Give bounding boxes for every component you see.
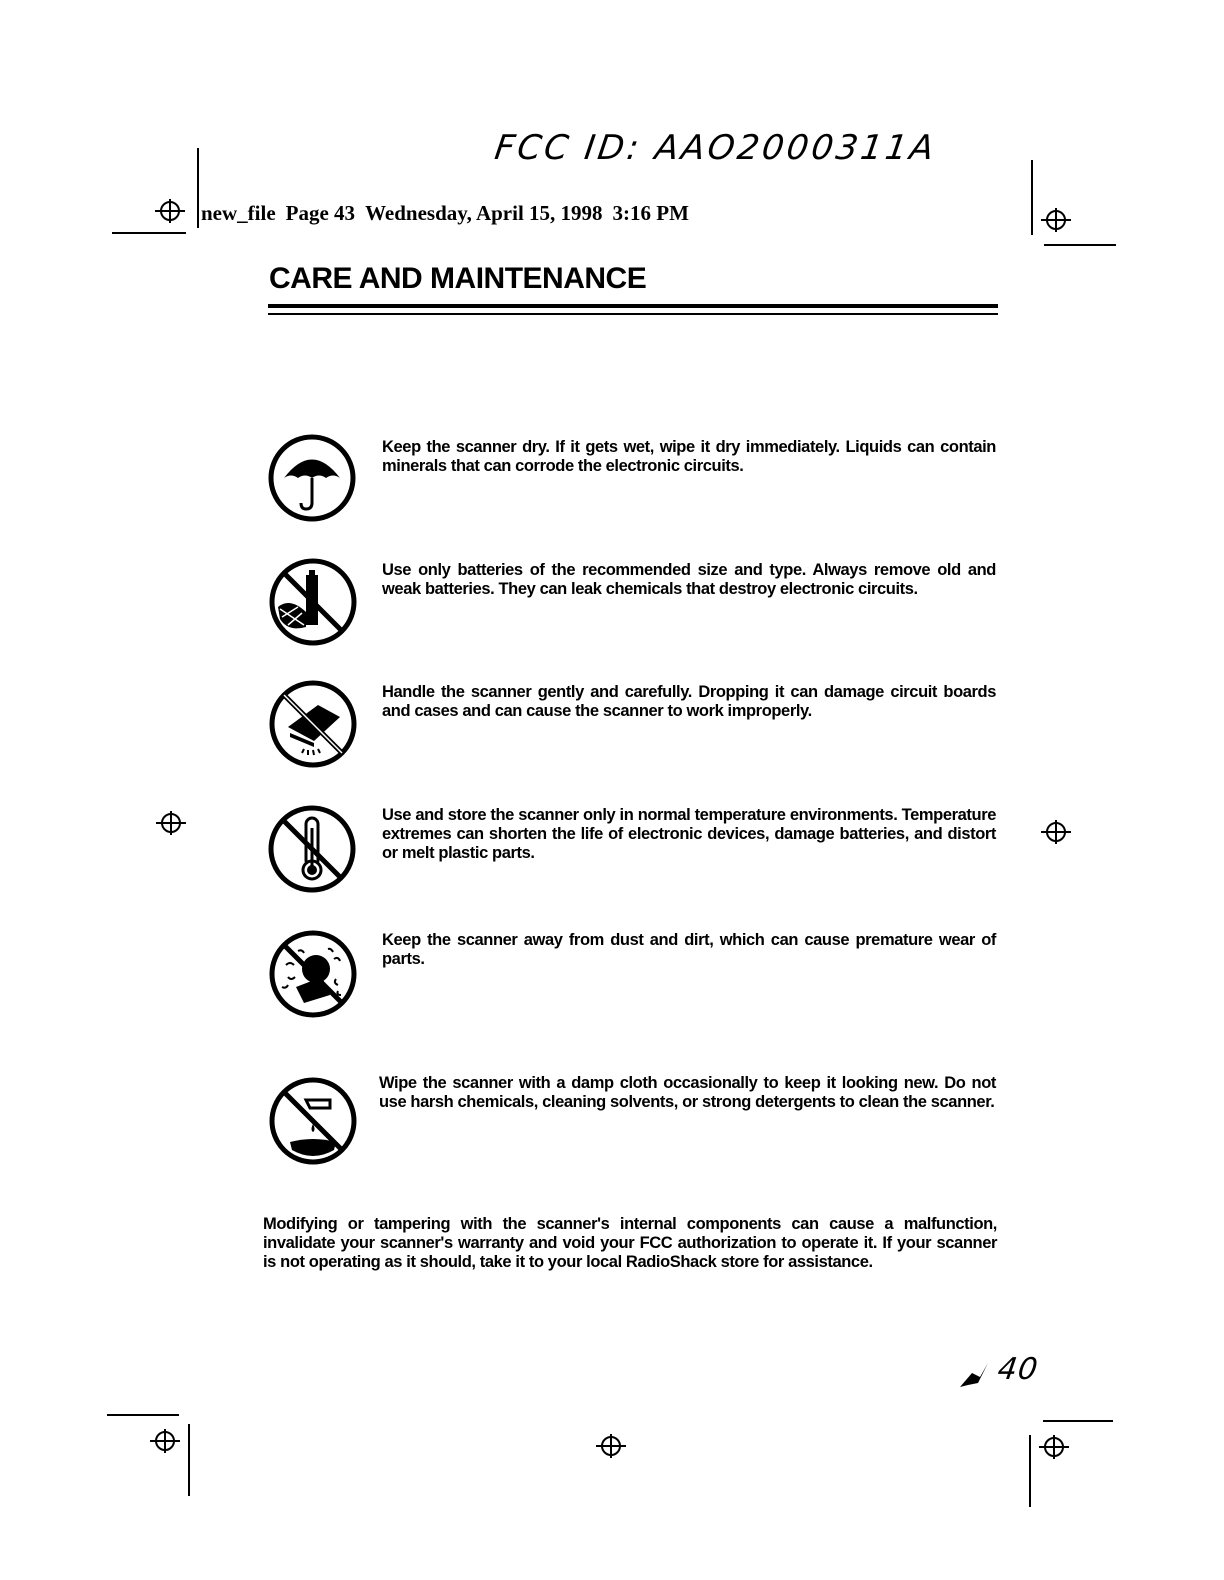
care-item-text: Use only batteries of the recommended size and type. Always remove old and weak batteries. They can leak chemicals that destroy electronic circuits. — [382, 561, 996, 598]
care-item-text: Use and store the scanner only in normal temperature environments. Temperature extremes can shorten the life of electronic devices, damage batteries, and distort or melt plastic parts. — [382, 806, 996, 862]
crop-mark — [112, 232, 186, 234]
registration-mark-icon — [154, 808, 188, 838]
no-dust-icon — [268, 929, 358, 1019]
page-header — [201, 201, 699, 226]
no-chemicals-icon — [268, 1076, 358, 1166]
crop-mark — [188, 1424, 190, 1496]
crop-mark — [1043, 1420, 1113, 1422]
no-battery-leak-icon — [268, 557, 358, 647]
registration-mark-icon — [153, 196, 187, 226]
handwritten-fcc-id: FCC ID: AAO2000311A — [492, 128, 940, 168]
no-drop-icon — [268, 679, 358, 769]
crop-mark — [107, 1414, 179, 1416]
crop-mark — [1044, 244, 1116, 246]
registration-mark-icon — [1037, 1432, 1071, 1462]
umbrella-icon — [267, 433, 357, 523]
care-item-text: Keep the scanner dry. If it gets wet, wipe it dry immediately. Liquids can contain minerals that can corrode the electronic circuits. — [382, 438, 996, 475]
header-filename: new_file — [201, 201, 276, 225]
warranty-note: Modifying or tampering with the scanner's internal components can cause a malfunction, invalidate your scanner's warranty and void your FCC authorization to operate it. If your scanner is not operating as it should, take it to your local RadioShack store for assistance. — [263, 1215, 997, 1271]
care-item-text: Handle the scanner gently and carefully. Dropping it can damage circuit boards and cases and can cause the scanner to work improperly. — [382, 683, 996, 720]
header-page: Page 43 — [285, 201, 356, 225]
handwritten-scribble-icon — [958, 1355, 994, 1391]
registration-mark-icon — [148, 1426, 182, 1456]
crop-mark — [1031, 160, 1033, 235]
no-temperature-extreme-icon — [267, 804, 357, 894]
crop-mark — [197, 148, 199, 228]
title-rule-thin — [268, 313, 998, 315]
registration-mark-icon — [594, 1431, 628, 1461]
care-item-text: Keep the scanner away from dust and dirt, which can cause premature wear of parts. — [382, 931, 996, 968]
registration-mark-icon — [1039, 205, 1073, 235]
handwritten-page-number: 40 — [995, 1352, 1041, 1387]
care-item-text: Wipe the scanner with a damp cloth occasionally to keep it looking new. Do not use harsh chemicals, cleaning solvents, or strong detergents to clean the scanner. — [379, 1074, 996, 1111]
page-title: CARE AND MAINTENANCE — [269, 262, 647, 295]
title-rule — [268, 304, 998, 308]
crop-mark — [1029, 1435, 1031, 1507]
registration-mark-icon — [1039, 817, 1073, 847]
header-time: 3:16 PM — [612, 201, 689, 225]
header-date: Wednesday, April 15, 1998 — [365, 201, 603, 225]
